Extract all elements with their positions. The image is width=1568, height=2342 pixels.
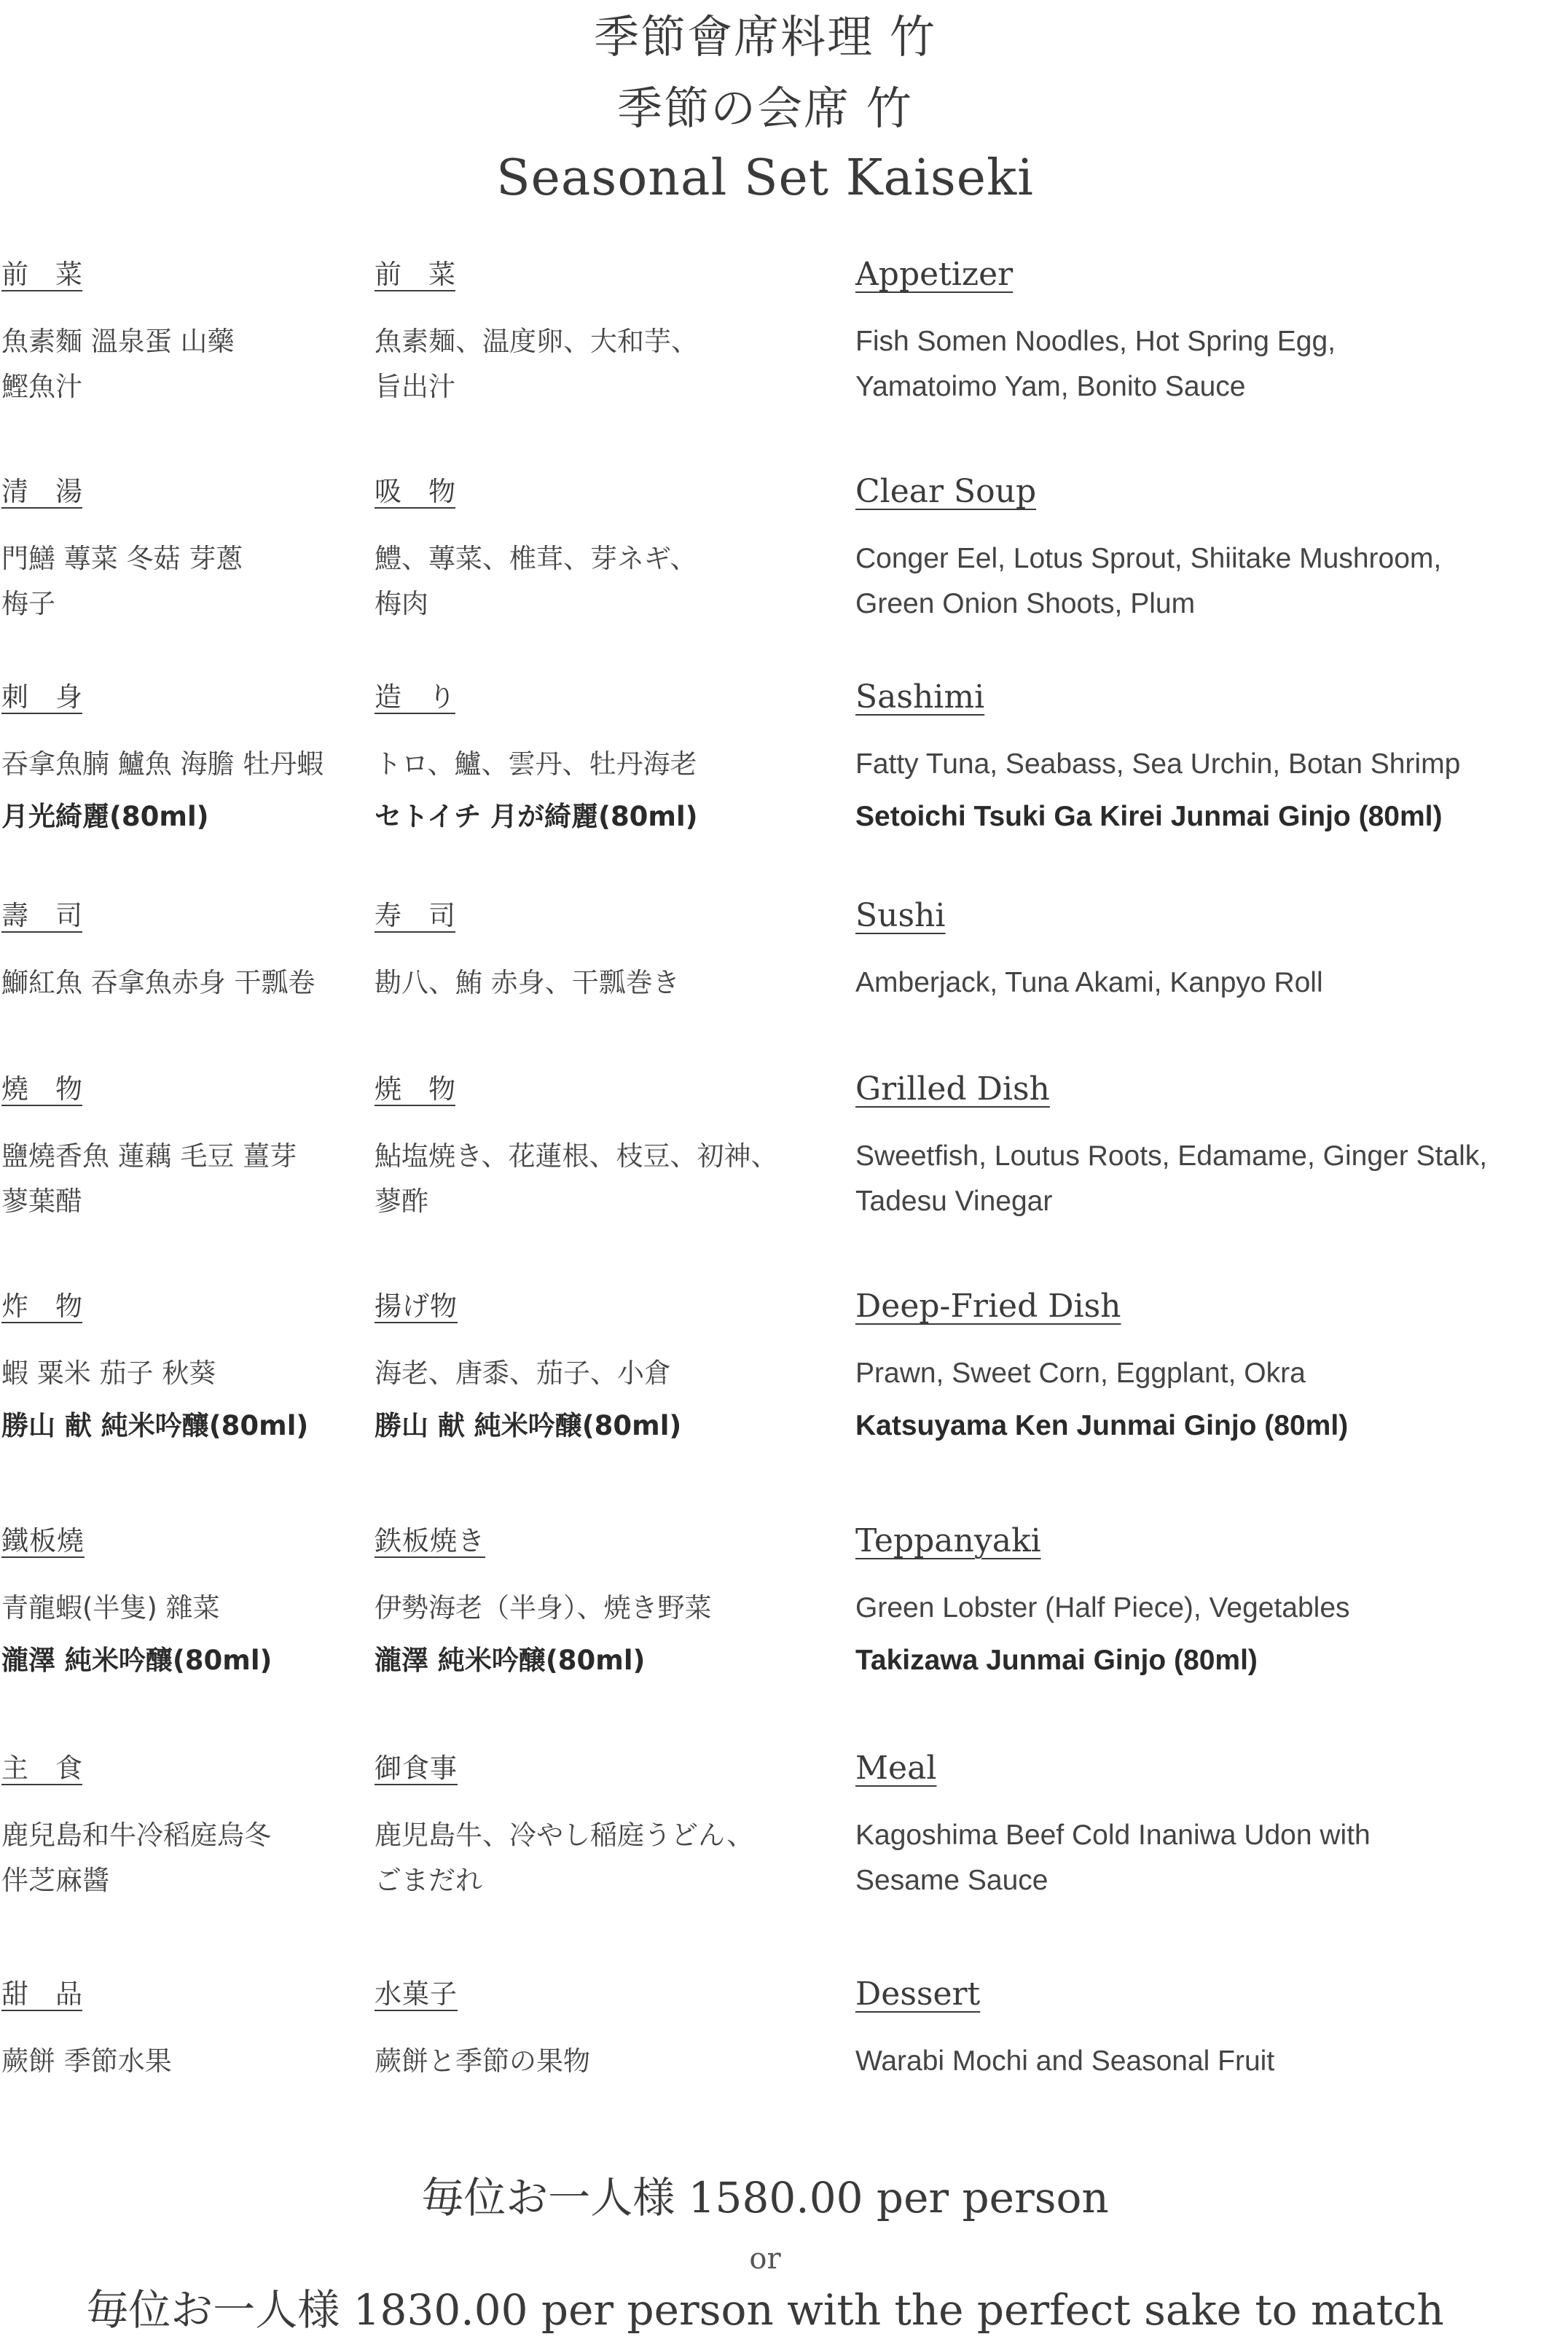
price-with-sake: 毎位お一人様 1830.00 per person with the perfect sake to match — [86, 2285, 1444, 2335]
course-description — [1, 960, 358, 1006]
course-column-en — [855, 897, 1562, 998]
description-line: Kagoshima Beef Cold Inaniwa Udon with — [855, 1820, 1371, 1851]
course-heading: 前 菜 — [375, 259, 455, 290]
course-column-zh — [1, 898, 358, 998]
price-or-separator: or — [749, 2242, 781, 2276]
course-column-ja — [375, 1071, 841, 1217]
description-line: Amberjack, Tuna Akami, Kanpyo Roll — [855, 967, 1323, 998]
description-line: 伊勢海老（半身）、焼き野菜 — [375, 1592, 712, 1624]
description-line: 海老、唐黍、茄子、小倉 — [375, 1358, 671, 1389]
course-heading: Grilled Dish — [855, 1070, 1050, 1108]
price-standard: 毎位お一人様 1580.00 per person — [421, 2173, 1109, 2222]
course-column-ja — [375, 898, 841, 998]
course-heading: 清 湯 — [1, 476, 82, 507]
course-column-ja — [375, 474, 841, 619]
description-line: Warabi Mochi and Seasonal Fruit — [855, 2045, 1275, 2077]
course-column-ja — [375, 1750, 841, 1896]
course-heading: 揚げ物 — [375, 1291, 458, 1322]
sake-pairing: 月光綺麗(80ml) — [1, 801, 209, 832]
course-heading: Meal — [855, 1750, 937, 1787]
description-line: Tadesu Vinegar — [855, 1186, 1053, 1217]
course-column-en — [855, 1750, 1562, 1896]
sake-pairing: Takizawa Junmai Ginjo (80ml) — [855, 1645, 1258, 1676]
description-line: 鰤紅魚 吞拿魚赤身 干瓢卷 — [1, 967, 315, 998]
course-column-ja — [375, 679, 841, 832]
sake-pairing: Setoichi Tsuki Ga Kirei Junmai Ginjo (80ml) — [855, 801, 1443, 832]
course-column-en — [855, 1070, 1562, 1217]
course-description — [855, 1586, 1562, 1683]
course-description — [855, 1134, 1562, 1224]
sake-pairing: 勝山 献 純米吟釀(80ml) — [1, 1410, 309, 1441]
description-line: Yamatoimo Yam, Bonito Sauce — [855, 371, 1246, 402]
course-heading: 水菓子 — [375, 1978, 458, 2010]
course-column-en — [855, 256, 1562, 402]
description-line: 鮎塩焼き、花蓮根、枝豆、初神、 — [375, 1140, 778, 1172]
course-heading: 主 食 — [1, 1752, 82, 1784]
description-line: 伴芝麻醬 — [1, 1865, 109, 1896]
description-line: 蝦 粟米 茄子 秋葵 — [1, 1358, 216, 1389]
course-description — [1, 1586, 358, 1683]
course-description — [375, 536, 841, 627]
course-column-zh — [1, 1750, 358, 1896]
description-line: 蕨餅と季節の果物 — [375, 2045, 590, 2077]
description-line: トロ、鱸、雲丹、牡丹海老 — [375, 748, 697, 780]
course-heading: Deep-Fried Dish — [855, 1288, 1121, 1325]
description-line: 勘八、鮪 赤身、干瓢巻き — [375, 967, 680, 998]
course-heading: 焼 物 — [375, 1073, 455, 1105]
course-heading: Appetizer — [855, 256, 1014, 293]
course-column-ja — [375, 1976, 841, 2077]
description-line: 蓼葉醋 — [1, 1186, 82, 1217]
description-line: Green Onion Shoots, Plum — [855, 588, 1196, 619]
course-description — [855, 1351, 1562, 1449]
description-line: 鹿兒島和牛冷稻庭烏冬 — [1, 1820, 271, 1851]
description-line: ごまだれ — [375, 1865, 482, 1896]
course-heading: Sashimi — [855, 678, 985, 716]
course-description — [375, 319, 841, 410]
course-description — [1, 1813, 358, 1903]
course-description — [1, 2039, 358, 2084]
course-description — [1, 319, 358, 410]
course-description — [855, 1813, 1562, 1903]
description-line: 鱧、蓴菜、椎茸、芽ネギ、 — [375, 543, 697, 574]
description-line: 門鱔 蓴菜 冬菇 芽蔥 — [1, 543, 243, 574]
description-line: 鹿児島牛、冷やし稲庭うどん、 — [375, 1820, 754, 1851]
description-line: Conger Eel, Lotus Sprout, Shiitake Mushroom, — [855, 543, 1442, 574]
description-line: Fish Somen Noodles, Hot Spring Egg, — [855, 326, 1336, 357]
course-column-en — [855, 678, 1562, 832]
sake-pairing: Katsuyama Ken Junmai Ginjo (80ml) — [855, 1410, 1349, 1441]
course-description — [375, 1351, 841, 1449]
course-description — [1, 536, 358, 627]
course-column-ja — [375, 1523, 841, 1676]
course-column-zh — [1, 256, 358, 402]
course-heading: 御食事 — [375, 1752, 458, 1784]
course-description — [375, 742, 841, 839]
course-heading: 刺 身 — [1, 681, 82, 713]
course-description — [1, 742, 358, 839]
course-heading: 寿 司 — [375, 900, 455, 931]
course-description — [375, 1813, 841, 1903]
sake-pairing: 瀧澤 純米吟醸(80ml) — [375, 1645, 646, 1676]
description-line: 魚素麵 溫泉蛋 山藥 — [1, 326, 235, 357]
course-heading: Clear Soup — [855, 473, 1037, 510]
course-heading: 鉄板焼き — [375, 1525, 485, 1556]
description-line: 旨出汁 — [375, 371, 455, 402]
course-description — [375, 1134, 841, 1224]
course-column-zh — [1, 1288, 358, 1441]
sake-pairing: 勝山 献 純米吟醸(80ml) — [375, 1410, 682, 1441]
description-line: Sesame Sauce — [855, 1865, 1048, 1896]
description-line: 青龍蝦(半隻) 雜菜 — [1, 1592, 220, 1624]
title-english: Seasonal Set Kaiseki — [496, 149, 1034, 207]
course-column-zh — [1, 474, 358, 619]
course-heading: 壽 司 — [1, 900, 82, 931]
course-description — [855, 319, 1562, 410]
course-description — [375, 1586, 841, 1683]
course-heading: 燒 物 — [1, 1073, 82, 1105]
course-column-ja — [375, 1288, 841, 1441]
description-line: Prawn, Sweet Corn, Eggplant, Okra — [855, 1358, 1306, 1389]
course-description — [1, 1351, 358, 1449]
description-line: 魚素麺、温度卵、大和芋、 — [375, 326, 698, 357]
description-line: 吞拿魚腩 鱸魚 海膽 牡丹蝦 — [1, 748, 324, 780]
course-heading: 吸 物 — [375, 476, 455, 507]
course-column-zh — [1, 1071, 358, 1217]
course-description — [855, 742, 1562, 839]
course-heading: Teppanyaki — [855, 1522, 1041, 1559]
description-line: Green Lobster (Half Piece), Vegetables — [855, 1592, 1350, 1624]
sake-pairing: 瀧澤 純米吟釀(80ml) — [1, 1645, 273, 1676]
description-line: Fatty Tuna, Seabass, Sea Urchin, Botan Shrimp — [855, 748, 1461, 780]
title-japanese: 季節の会席 竹 — [617, 82, 913, 135]
course-column-zh — [1, 679, 358, 832]
course-heading: 甜 品 — [1, 1978, 82, 2010]
course-heading: 鐵板燒 — [1, 1525, 85, 1556]
course-heading: Dessert — [855, 1975, 981, 2013]
course-heading: Sushi — [855, 897, 946, 934]
sake-pairing: セトイチ 月が綺麗(80ml) — [375, 801, 698, 832]
description-line: 梅肉 — [375, 588, 428, 619]
course-description — [1, 1134, 358, 1224]
course-description — [855, 2039, 1562, 2084]
description-line: 蕨餅 季節水果 — [1, 2045, 172, 2077]
course-description — [855, 960, 1562, 1006]
course-heading: 前 菜 — [1, 259, 82, 290]
course-column-zh — [1, 1523, 358, 1676]
course-description — [375, 2039, 841, 2084]
course-column-en — [855, 473, 1562, 619]
course-description — [375, 960, 841, 1006]
description-line: 梅子 — [1, 588, 55, 619]
course-description — [855, 536, 1562, 627]
description-line: 鰹魚汁 — [1, 371, 82, 402]
title-chinese: 季節會席料理 竹 — [594, 10, 936, 63]
course-column-en — [855, 1975, 1562, 2077]
description-line: Sweetfish, Loutus Roots, Edamame, Ginger Stalk, — [855, 1140, 1488, 1172]
description-line: 鹽燒香魚 蓮藕 毛豆 薑芽 — [1, 1140, 297, 1172]
course-column-en — [855, 1288, 1562, 1441]
description-line: 蓼酢 — [375, 1186, 428, 1217]
course-column-en — [855, 1522, 1562, 1676]
course-heading: 造 り — [375, 681, 455, 713]
course-column-ja — [375, 256, 841, 402]
course-heading: 炸 物 — [1, 1291, 82, 1322]
course-column-zh — [1, 1976, 358, 2077]
